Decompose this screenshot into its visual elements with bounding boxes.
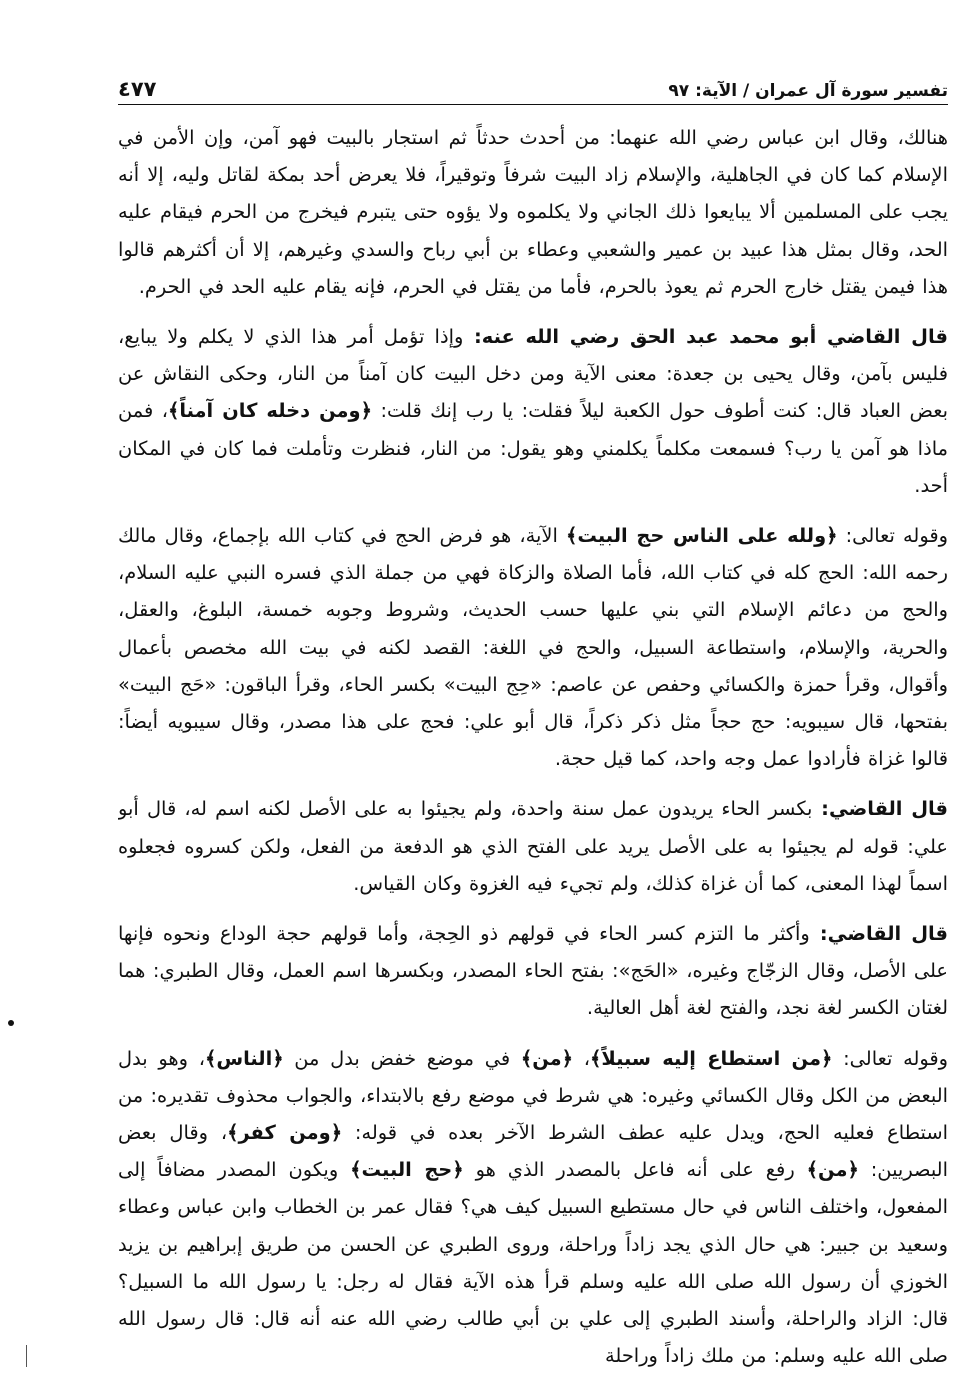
body-text [118, 119, 948, 1375]
text-segment: ، وهو بدل البعض من الكل وقال الكسائي وغيره: هي شرط في موضع رفع بالابتداء، والجواب محذوف تقديره: من استطاع فعليه الحج، ويدل عليه عطف الشرط الآخر بعده في قوله: [118, 1046, 948, 1145]
bold-text-segment: ﴿ولله على الناس حج البيت﴾ [566, 524, 838, 548]
bold-text-segment: ﴿من استطاع إليه سبيلاً﴾ [590, 1046, 833, 1070]
bold-text-segment: ﴿ومن كفر﴾ [227, 1121, 343, 1145]
text-segment: ويكون المصدر مضافاً إلى المفعول، واختلف الناس في حال مستطيع السبيل كيف هي؟ فقال عمر بن الخطاب وابن عباس وعطاء وسعيد بن جبير: هي حال الذي يجد زاداً وراحلة، وروى الطبري عن الحسن من طريق إبراهيم بن يزيد الخوزي أن رسول الله صلى الله عليه وسلم قرأ هذه الآية فقال له رجل: يا رسول الله ما السبيل؟ قال: الزاد والراحلة، وأسند الطبري إلى علي بن أبي طالب رضي الله عنه أنه قال: قال رسول الله صلى الله عليه وسلم: من ملك زاداً وراحلة [118, 1158, 948, 1368]
text-segment: ، وقال بعض البصريين: [118, 1121, 948, 1182]
page-number: ٤٧٧ [118, 77, 157, 101]
text-segment: وإذا تؤمل أمر هذا الذي لا يكلم ولا يبايع، فليس بآمن، وقال يحيى بن جعدة: معنى الآية ومن دخل البيت كان آمناً من النار، وحكى النقاش عن بعض العباد قال: كنت أطوف حول الكعبة ليلاً فقلت: يا رب إنك قلت: [118, 325, 948, 423]
page-header [118, 70, 948, 105]
margin-mark [8, 1020, 14, 1026]
bold-text-segment: قال القاضي أبو محمد عبد الحق رضي الله عنه: [463, 325, 948, 349]
bold-text-segment: ﴿حج البيت﴾ [350, 1158, 464, 1182]
paragraph [118, 915, 948, 1027]
text-segment: ، فمن ماذا هو آمن يا رب؟ فسمعت مكلماً يكلمني وهو يقول: من النار، فنظرت وتأملت فما كان في المكان أحد. [118, 399, 948, 497]
bold-text-segment: ﴿ومن دخله كان آمناً﴾ [167, 399, 372, 423]
paragraph [118, 790, 948, 902]
paragraph [118, 1040, 948, 1375]
text-segment: الآية، هو فرض الحج في كتاب الله بإجماع، وقال مالك رحمه الله: الحج كله في كتاب الله، فأما الصلاة والزكاة فهي من جملة الذي فسره النبي عليه السلام، والحج من دعائم الإسلام التي بني عليها حسب الحديث، وشروط وجوبه خمسة، البلوغ، والعقل، والحرية، والإسلام، واستطاعة السبيل، والحج في اللغة: القصد لكنه في بيت الله مخصص بأعمال وأقوال، وقرأ حمزة والكسائي وحفص عن عاصم: «حِج البيت» بكسر الحاء، وقرأ الباقون: «حَج البيت» بفتحها، قال سيبويه: حج حجاً مثل ذكر ذكراً، قال أبو علي: فحج على هذا مصدر، وقال سيبويه أيضاً: قالوا غزاة فأرادوا عمل وجه واحد، كما قيل حجة. [118, 524, 948, 771]
document-page [118, 70, 948, 1390]
text-segment: وقوله تعالى: [832, 1046, 948, 1070]
bold-text-segment: ﴿من﴾ [806, 1158, 859, 1182]
bold-text-segment: قال القاضي: [812, 797, 948, 821]
bold-text-segment: ﴿من﴾ [520, 1046, 574, 1070]
text-segment: وقوله تعالى: [837, 524, 948, 548]
text-segment: رفع على أنه فاعل بالمصدر الذي هو [463, 1158, 807, 1182]
bold-text-segment: ﴿الناس﴾ [204, 1046, 284, 1070]
running-title: تفسير سورة آل عمران / الآية: ٩٧ [668, 81, 948, 104]
bold-text-segment: قال القاضي: [809, 922, 948, 946]
text-segment: وأكثر ما التزم كسر الحاء في قولهم ذو الحِجة، وأما قولهم حجة الوداع ونحوه فإنها على الأصل، وقال الزجّاج وغيره، «الحَج»: بفتح الحاء المصدر، وبكسرها اسم العمل، وقال الطبري: هما لغتان الكسر لغة نجد، والفتح لغة أهل العالية. [118, 922, 948, 1020]
text-segment: هنالك، وقال ابن عباس رضي الله عنهما: من أحدث حدثاً ثم استجار بالبيت فهو آمن، وإن الأمن في الإسلام كما كان في الجاهلية، والإسلام زاد البيت شرفاً وتوقيراً، فلا يعرض أحد بمكة لقاتل وليه، إلا أنه يجب على المسلمين ألا يبايعوا ذلك الجاني ولا يكلموه ولا يؤوه حتى يتبرم فيخرج من الحرم فيقام عليه الحد، وقال بمثل هذا عبيد بن عمير والشعبي وعطاء بن أبي رباح والسدي وغيرهم، إلا أن أكثرهم قالوا هذا فيمن يقتل خارج الحرم ثم يعوذ بالحرم، فأما من يقتل في الحرم، فإنه يقام عليه الحد في الحرم. [118, 126, 948, 298]
text-segment: في موضع خفض بدل من [283, 1046, 521, 1070]
paragraph [118, 318, 948, 504]
text-segment: ، [573, 1046, 591, 1070]
text-segment: بكسر الحاء يريدون عمل سنة واحدة، ولم يجيئوا به على الأصل لكنه اسم له، قال أبو علي: قوله لم يجيئوا به على الأصل يريد على الفتح الذي هو الدفعة من الفعل، ولكن كسروه فجعلوه اسماً لهذا المعنى، كما أن غزاة كذلك، ولم تجيء فيه الغزوة وكان القياس. [118, 797, 948, 895]
paragraph [118, 119, 948, 305]
paragraph [118, 517, 948, 777]
margin-mark [26, 1345, 27, 1367]
